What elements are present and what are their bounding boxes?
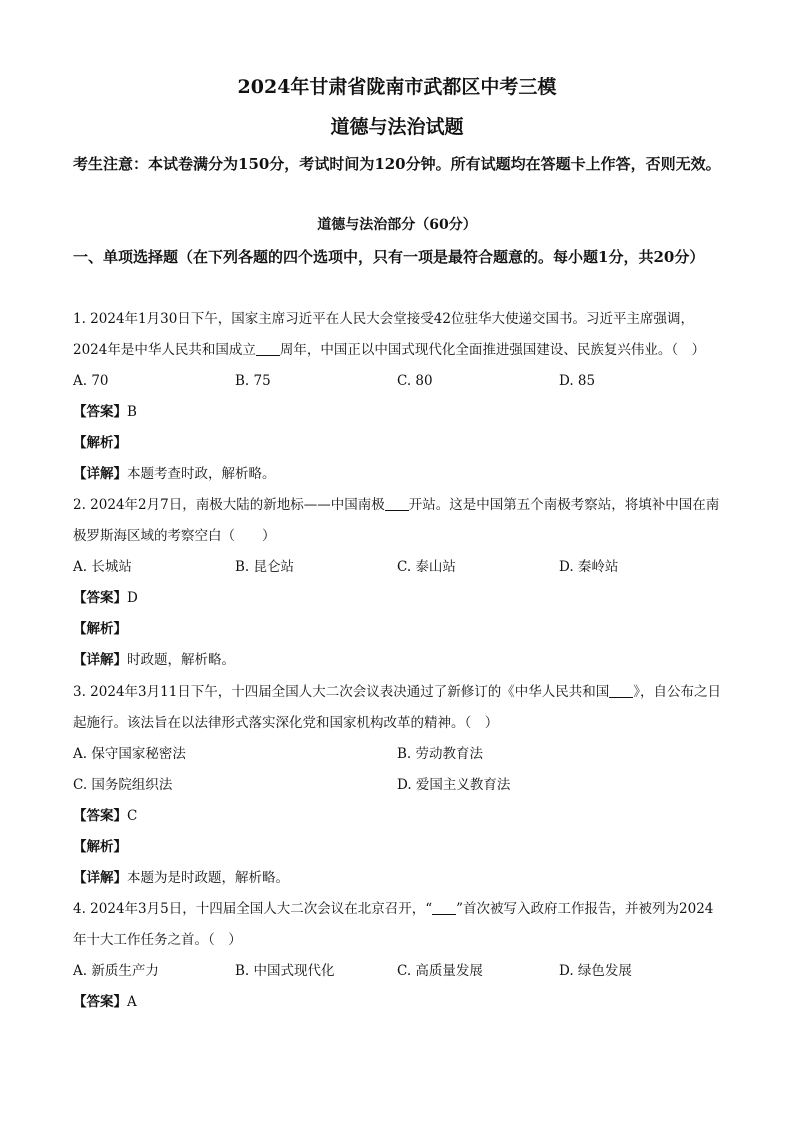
detail-line: 【详解】本题为是时政题，解析略。 [73,870,289,886]
option-a: A. 70 [73,373,109,389]
fill-blank [385,496,409,511]
analysis-line: 【解析】 [73,435,127,451]
question-2 [73,490,723,676]
question-stem: 2. 2024年2月7日，南极大陆的新地标——中国南极 开站。这是中国第五个南极考察站，将填补中国在南极罗斯海区域的考察空白（ ） [73,497,720,544]
option-d: D. 85 [559,373,596,389]
option-b: B. 中国式现代化 [235,963,335,979]
answer-line: 【答案】C [73,808,138,824]
option-c: C. 国务院组织法 [73,777,173,793]
option-b: B. 75 [235,373,271,389]
option-d: D. 绿色发展 [559,963,632,979]
option-c: C. 高质量发展 [397,963,483,979]
options-row [73,739,723,770]
answer-line: 【答案】B [73,404,137,420]
option-a: A. 长城站 [73,559,132,575]
section-title: 道德与法治部分（60分） [317,217,477,233]
answer-line: 【答案】A [73,994,137,1010]
options-row [73,552,723,583]
option-a: A. 新质生产力 [73,963,159,979]
question-stem: 3. 2024年3月11日下午，十四届全国人大二次会议表决通过了新修订的《中华人民共和国 》，自公布之日起施行。该法旨在以法律形式落实深化党和国家机构改革的精神。（ ） [73,684,722,731]
options-row [73,366,723,397]
question-4 [73,894,723,1018]
question-1 [73,304,723,490]
answer-line: 【答案】D [73,590,138,606]
options-row [73,956,723,987]
analysis-line: 【解析】 [73,621,127,637]
option-a: A. 保守国家秘密法 [73,746,186,762]
exam-notice: 考生注意：本试卷满分为150分，考试时间为120分钟。所有试题均在答题卡上作答，否则无效。 [73,155,721,173]
detail-line: 【详解】本题考查时政，解析略。 [73,466,276,482]
question-stem: 4. 2024年3月5日，十四届全国人大二次会议在北京召开，“ ”首次被写入政府工作报告，并被列为2024年十大工作任务之首。（ ） [73,901,714,948]
option-c: C. 泰山站 [397,559,456,575]
question-stem: 1. 2024年1月30日下午，国家主席习近平在人民大会堂接受42位驻华大使递交国书。习近平主席强调，2024年是中华人民共和国成立 周年，中国正以中国式现代化全面推进强国建设、民族复兴伟业。（ ） [73,311,706,358]
option-d: D. 秦岭站 [559,559,619,575]
option-b: B. 劳动教育法 [397,746,484,762]
analysis-line: 【解析】 [73,839,127,855]
question-3 [73,677,723,894]
detail-line: 【详解】时政题，解析略。 [73,652,235,668]
options-row [73,770,723,801]
exam-subtitle: 道德与法治试题 [330,116,464,138]
fill-blank [432,900,456,915]
fill-blank [256,341,280,356]
option-d: D. 爱国主义教育法 [397,777,511,793]
part-title: 一、单项选择题（在下列各题的四个选项中，只有一项是最符合题意的。每小题1分，共20分） [73,248,705,266]
option-c: C. 80 [397,373,433,389]
option-b: B. 昆仑站 [235,559,295,575]
fill-blank [609,683,633,698]
exam-title: 2024年甘肃省陇南市武都区中考三模 [237,76,557,98]
